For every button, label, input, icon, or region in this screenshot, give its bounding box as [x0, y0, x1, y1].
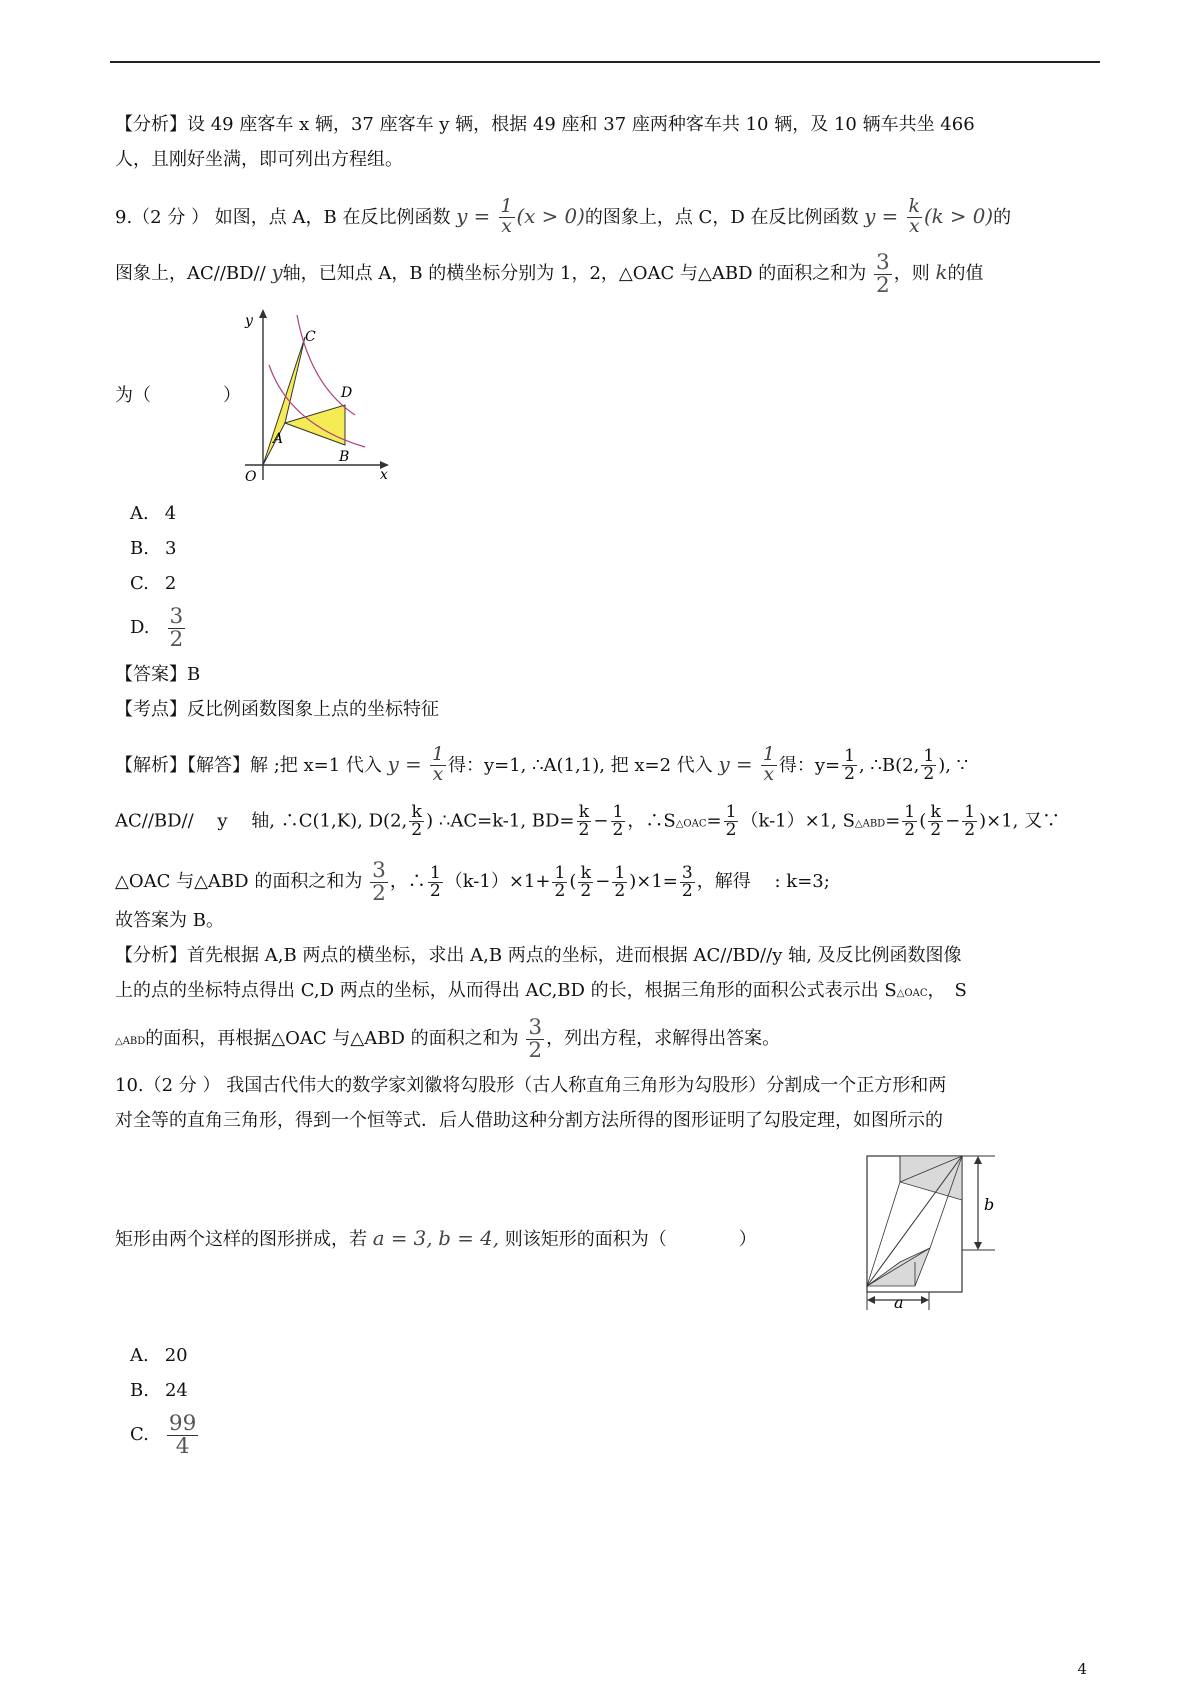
q9-answer: 【答案】B	[115, 664, 201, 685]
label-x: x	[380, 467, 388, 483]
label-a: a	[894, 1293, 904, 1312]
q9-stem-line2: 图象上，AC//BD// y轴，已知点 A，B 的横坐标分别为 1，2，△OAC 与△ABD 的面积之和为 $\frac{3}{2}$ ，则 k的值	[115, 250, 984, 298]
triangle-oac	[263, 337, 305, 465]
triangle-abd	[285, 405, 345, 445]
q9-option-b[interactable]: B. 3	[130, 538, 177, 559]
q9-stem-line3: 为（ ）	[115, 385, 241, 406]
q9-analysis-line3: △ABD的面积，再根据△OAC 与△ABD 的面积之和为 $\frac{3}{2}$ ，列出方程，求解得出答案。	[115, 1015, 781, 1063]
formula-y-k-over-x: y = $\frac{k}{x}$ (k > 0)	[864, 196, 994, 237]
header-rule	[110, 61, 1100, 63]
q9-figure	[235, 305, 395, 490]
label-o: O	[245, 469, 257, 485]
q9-solution-line1: 【解析】【解答】解 ;把 x=1 代入 y = $\frac{1}{x}$ 得：y=1, ∴A(1,1), 把 x=2 代入 y = $\frac{1}{x}$ 得：y= $\frac{1}{2}$ , ∴B(2, $\frac{1}{2}$ ), ∵	[115, 744, 969, 785]
formula-y-1-over-x: y = $\frac{1}{x}$ (x > 0)	[456, 196, 585, 237]
q9-solution-line2: AC//BD// y 轴, ∴C(1,K), D(2, $\frac{k}{2}$ ) ∴AC=k-1, BD= $\frac{k}{2}$ − $\frac{1}{2}$ ，∴S△OAC= $\frac{1}{2}$ （k-1）×1, S△ABD= $\frac{1}{2}$ ( $\frac{k}{2}$ − $\frac{1}{2}$ )×1, 又∵	[115, 802, 1061, 841]
q9-solution-line3: △OAC 与△ABD 的面积之和为 $\frac{3}{2}$ ，∴ $\frac{1}{2}$ （k-1）×1+ $\frac{1}{2}$ ( $\frac{k}{2}$ − $\frac{1}{2}$ )×1= $\frac{3}{2}$ ，解得 : k=3;	[115, 858, 830, 906]
q10-option-a[interactable]: A. 20	[130, 1345, 188, 1366]
q9-stem-line1: 9.（2 分 ） 如图，点 A，B 在反比例函数 y = $\frac{1}{x}$ (x > 0)的图象上，点 C，D 在反比例函数 y = $\frac{k}{x}$ (k > 0)的	[115, 196, 1012, 237]
fraction-3-2: $\frac{3}{2}$	[875, 250, 890, 298]
analysis-q8-line2: 人，且刚好坐满，即可列出方程组。	[115, 149, 403, 170]
q10-figure	[860, 1150, 1025, 1320]
q10-option-b[interactable]: B. 24	[130, 1380, 188, 1401]
label-b: B	[339, 449, 350, 465]
label-y: y	[245, 313, 253, 329]
q9-option-a[interactable]: A. 4	[130, 503, 177, 524]
label-a: A	[273, 431, 284, 447]
q9-kaodian: 【考点】反比例函数图象上点的坐标特征	[115, 699, 439, 720]
q10-stem-line2: 对全等的直角三角形，得到一个恒等式．后人借助这种分割方法所得的图形证明了勾股定理，如图所示的	[115, 1110, 943, 1131]
q10-stem-line1: 10.（2 分 ） 我国古代伟大的数学家刘徽将勾股形（古人称直角三角形为勾股形）分割成一个正方形和两	[115, 1075, 947, 1096]
label-c: C	[305, 329, 316, 345]
q9-solution-line4: 故答案为 B。	[115, 910, 224, 931]
q9-analysis-line2: 上的点的坐标特点得出 C,D 两点的坐标，从而得出 AC,BD 的长，根据三角形的面积公式表示出 S△OAC， S	[115, 980, 967, 1001]
label-b: b	[984, 1195, 995, 1214]
label-d: D	[341, 385, 353, 401]
q10-stem-line3: 矩形由两个这样的图形拼成，若 a = 3, b = 4, 则该矩形的面积为（ ）	[115, 1227, 757, 1250]
q9-analysis-line1: 【分析】首先根据 A,B 两点的横坐标，求出 A,B 两点的坐标，进而根据 AC//BD//y 轴, 及反比例函数图像	[115, 945, 962, 966]
page-number: 4	[1077, 1660, 1087, 1678]
q10-option-c[interactable]: C. $\frac{99}{4}$	[130, 1411, 197, 1459]
q9-option-d[interactable]: D. $\frac{3}{2}$	[130, 604, 184, 652]
q9-option-c[interactable]: C. 2	[130, 573, 177, 594]
analysis-q8-line1: 【分析】设 49 座客车 x 辆，37 座客车 y 辆，根据 49 座和 37 座两种客车共 10 辆，及 10 辆车共坐 466	[115, 114, 975, 135]
